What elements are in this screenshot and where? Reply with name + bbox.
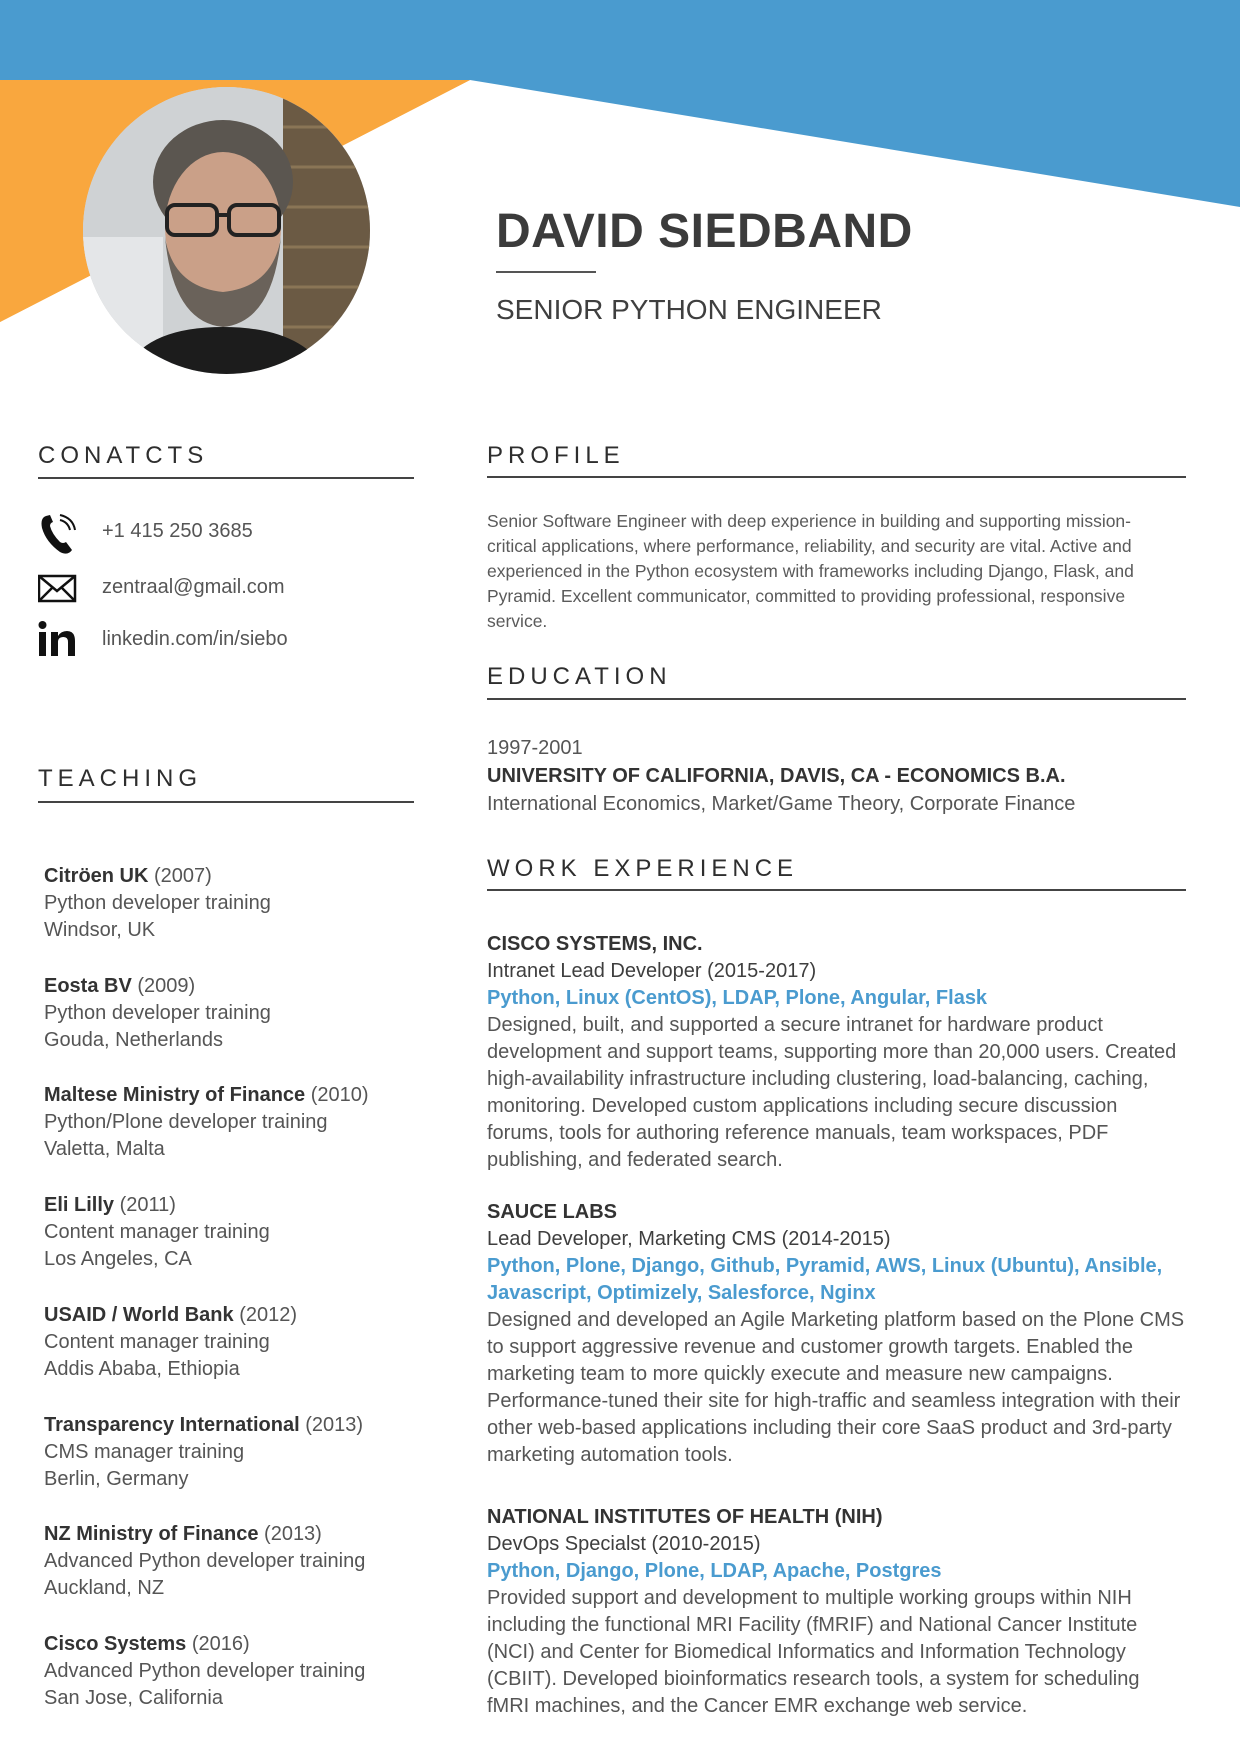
teaching-location: Los Angeles, CA: [44, 1248, 192, 1270]
education-years: 1997-2001: [487, 737, 583, 759]
teaching-location: Auckland, NZ: [44, 1577, 165, 1599]
work-heading: WORK EXPERIENCE: [487, 855, 799, 882]
teaching-org: Eosta BV: [44, 975, 132, 997]
teaching-year: (2009): [137, 975, 196, 997]
teaching-org: Cisco Systems: [44, 1633, 187, 1655]
education-institution: UNIVERSITY OF CALIFORNIA, DAVIS, CA - ECONOMICS B.A.: [487, 765, 1066, 787]
job-company: SAUCE LABS: [487, 1201, 618, 1223]
education-entry: [487, 734, 1187, 818]
contacts-heading: CONATCTS: [38, 442, 209, 469]
profile-divider: [487, 476, 1186, 478]
candidate-title: SENIOR PYTHON ENGINEER: [496, 294, 882, 325]
contact-linkedin: [38, 620, 418, 664]
teaching-course: Advanced Python developer training: [44, 1550, 366, 1572]
job-company: NATIONAL INSTITUTES OF HEALTH (NIH): [487, 1506, 883, 1528]
phone-number[interactable]: +1 415 250 3685: [102, 520, 253, 542]
teaching-heading: TEACHING: [38, 765, 203, 792]
teaching-item: [44, 1192, 424, 1273]
teaching-item: [44, 1412, 424, 1493]
teaching-year: (2007): [154, 865, 212, 887]
contact-phone: [38, 512, 418, 556]
job-company: CISCO SYSTEMS, INC.: [487, 933, 703, 955]
teaching-year: (2010): [310, 1084, 369, 1106]
linkedin-url[interactable]: linkedin.com/in/siebo: [102, 628, 288, 650]
teaching-year: (2012): [239, 1304, 298, 1326]
teaching-item: [44, 1302, 424, 1383]
education-focus: International Economics, Market/Game Theory, Corporate Finance: [487, 793, 1076, 815]
teaching-location: Windsor, UK: [44, 919, 156, 941]
profile-heading: PROFILE: [487, 442, 625, 469]
job-tech-stack: Python, Plone, Django, Github, Pyramid, AWS, Linux (Ubuntu), Ansible, Javascript, Optimizely, Salesforce, Nginx: [487, 1255, 1163, 1304]
education-heading: EDUCATION: [487, 663, 672, 690]
teaching-course: Advanced Python developer training: [44, 1660, 366, 1682]
teaching-item: [44, 973, 424, 1054]
teaching-course: Python/Plone developer training: [44, 1111, 328, 1133]
name-divider: [496, 271, 596, 273]
candidate-name: DAVID SIEDBAND: [496, 205, 913, 258]
job-role: Lead Developer, Marketing CMS (2014-2015): [487, 1228, 891, 1250]
teaching-course: Python developer training: [44, 892, 271, 914]
teaching-org: Citröen UK: [44, 865, 149, 887]
job-description: Provided support and development to multiple working groups within NIH including the functional MRI Facility (fMRIF) and National Cancer Institute (NCI) and Center for Biomedical Informatics and Information Technology (CBIIT). Developed bioinformatics research tools, a system for scheduling fMRI machines, and the Cancer EMR exchange web service.: [487, 1587, 1140, 1717]
teaching-location: Addis Ababa, Ethiopia: [44, 1358, 240, 1380]
teaching-year: (2016): [191, 1633, 250, 1655]
job-description: Designed, built, and supported a secure intranet for hardware product development and support teams, supporting more than 20,000 users. Created high-availability infrastructure including clustering, load-balancing, caching, monitoring. Developed custom applications including secure discussion forums, tools for authoring reference manuals, team workspaces, PDF publishing, and federated search.: [487, 1014, 1177, 1171]
work-divider: [487, 889, 1186, 891]
teaching-divider: [38, 801, 414, 803]
work-entry-sauce-labs: [487, 1199, 1187, 1469]
job-tech-stack: Python, Linux (CentOS), LDAP, Plone, Angular, Flask: [487, 987, 988, 1009]
teaching-item: [44, 863, 424, 944]
teaching-org: Transparency International: [44, 1414, 300, 1436]
email-address[interactable]: zentraal@gmail.com: [102, 576, 285, 598]
teaching-item: [44, 1521, 424, 1602]
envelope-icon: [38, 568, 78, 608]
teaching-course: CMS manager training: [44, 1441, 245, 1463]
teaching-course: Content manager training: [44, 1331, 270, 1353]
profile-photo: [83, 87, 370, 374]
teaching-year: (2013): [264, 1523, 322, 1545]
teaching-org: Maltese Ministry of Finance: [44, 1084, 306, 1106]
teaching-year: (2011): [119, 1194, 176, 1216]
teaching-location: Valetta, Malta: [44, 1138, 165, 1160]
work-entry-nih: [487, 1504, 1187, 1720]
teaching-location: Gouda, Netherlands: [44, 1029, 224, 1051]
education-divider: [487, 698, 1186, 700]
job-description: Designed and developed an Agile Marketing platform based on the Plone CMS to support aggressive revenue and customer growth targets. Enabled the marketing team to more quickly execute and measure new campaigns. Performance-tuned their site for high-traffic and seamless integration with their other web-based applications including their core SaaS product and 3rd-party marketing automation tools.: [487, 1309, 1185, 1466]
contact-email: [38, 568, 418, 612]
phone-icon: [38, 512, 78, 556]
teaching-year: (2013): [305, 1414, 364, 1436]
job-role: DevOps Specialst (2010-2015): [487, 1533, 761, 1555]
contacts-divider: [38, 477, 414, 479]
teaching-course: Python developer training: [44, 1002, 271, 1024]
linkedin-icon: [38, 620, 78, 660]
profile-summary: Senior Software Engineer with deep experience in building and supporting mission-critical applications, where performance, reliability, and security are vital. Active and experienced in the Python ecosystem with frameworks including Django, Flask, and Pyramid. Excellent communicator, committed to providing professional, responsive service.: [487, 511, 1134, 631]
job-tech-stack: Python, Django, Plone, LDAP, Apache, Postgres: [487, 1560, 942, 1582]
teaching-org: USAID / World Bank: [44, 1304, 234, 1326]
teaching-location: Berlin, Germany: [44, 1468, 189, 1490]
teaching-org: Eli Lilly: [44, 1194, 115, 1216]
teaching-item: [44, 1082, 424, 1163]
teaching-course: Content manager training: [44, 1221, 270, 1243]
teaching-org: NZ Ministry of Finance: [44, 1523, 259, 1545]
teaching-item: [44, 1631, 424, 1712]
work-entry-cisco: [487, 931, 1187, 1174]
job-role: Intranet Lead Developer (2015-2017): [487, 960, 817, 982]
teaching-location: San Jose, California: [44, 1687, 223, 1709]
